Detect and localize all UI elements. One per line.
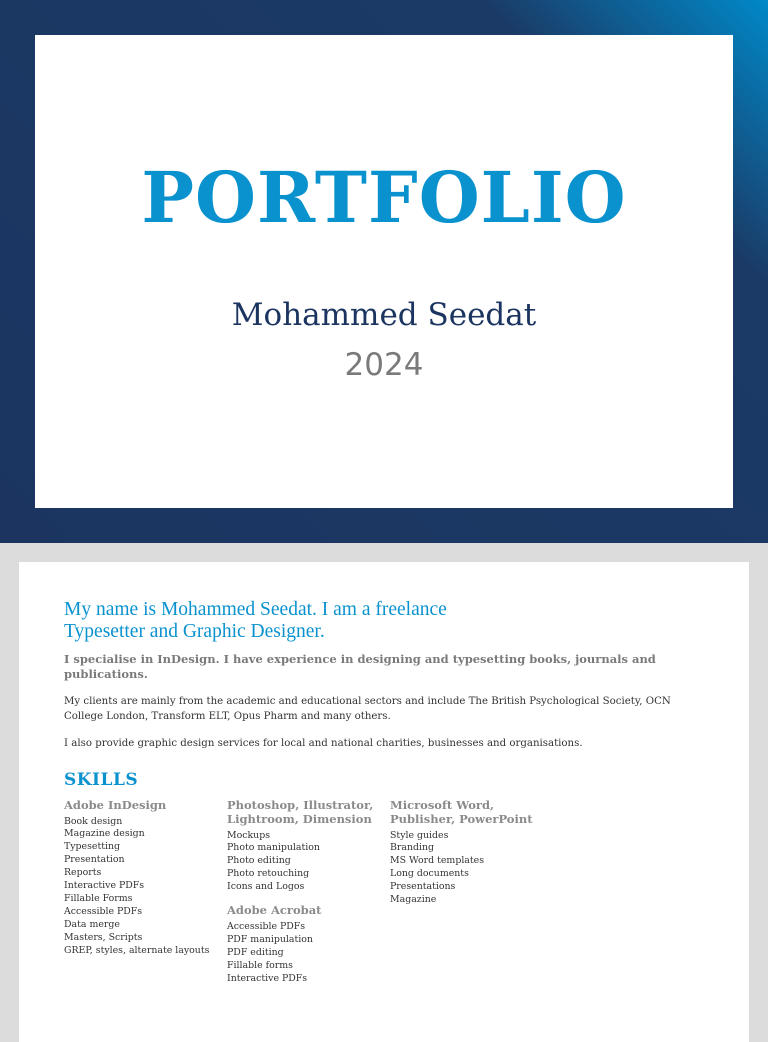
skills-column-adobe-creative xyxy=(227,798,387,986)
portfolio-title: PORTFOLIO xyxy=(141,156,627,239)
skill-item: GREP, styles, alternate layouts xyxy=(64,944,210,956)
about-content xyxy=(64,599,704,998)
lead-text: I specialise in InDesign. I have experience in designing and typesetting books, journals and publications. xyxy=(64,652,656,681)
skills-column-title: Photoshop, Illustrator, Lightroom, Dimension xyxy=(227,797,374,826)
skill-item: Photo retouching xyxy=(227,868,310,880)
services-paragraph: I also provide graphic design services for local and national charities, businesses and organisations. xyxy=(64,738,583,749)
portfolio-year: 2024 xyxy=(344,347,424,383)
skills-list xyxy=(390,830,550,907)
skills-column-title: Microsoft Word, Publisher, PowerPoint xyxy=(390,797,533,826)
skill-item: PDF editing xyxy=(227,946,284,958)
skills-list xyxy=(64,816,224,958)
skill-item: Masters, Scripts xyxy=(64,931,143,943)
skill-item: Style guides xyxy=(390,829,449,841)
cover-card xyxy=(35,35,733,508)
skill-item: Data merge xyxy=(64,918,120,930)
skill-item: Long documents xyxy=(390,868,469,880)
skill-item: Branding xyxy=(390,842,435,854)
skills-list xyxy=(227,830,387,895)
skill-item: Presentation xyxy=(64,854,125,866)
skill-item: MS Word templates xyxy=(390,855,485,867)
skills-column-subtitle: Adobe Acrobat xyxy=(227,903,322,918)
skills-list xyxy=(227,921,387,986)
skills-column-indesign xyxy=(64,798,224,958)
skill-item: Magazine design xyxy=(64,828,145,840)
skill-item: Typesetting xyxy=(64,841,121,853)
skills-column-title: Adobe InDesign xyxy=(64,797,167,812)
skill-item: Fillable Forms xyxy=(64,892,133,904)
author-name: Mohammed Seedat xyxy=(231,297,537,333)
clients-paragraph: My clients are mainly from the academic and educational sectors and include The British Psychological Society, OCN College London, Transform ELT, Opus Pharm and many others. xyxy=(64,696,671,722)
skill-item: Presentations xyxy=(390,881,456,893)
skill-item: Reports xyxy=(64,867,102,879)
skill-item: Accessible PDFs xyxy=(64,905,143,917)
skills-columns xyxy=(64,798,704,998)
intro-text: My name is Mohammed Seedat. I am a freelance Typesetter and Graphic Designer. xyxy=(64,599,447,642)
about-page xyxy=(19,562,749,1042)
skill-item: Fillable forms xyxy=(227,959,293,971)
skills-heading: SKILLS xyxy=(64,769,139,790)
skill-item: Icons and Logos xyxy=(227,881,305,893)
skill-item: Photo editing xyxy=(227,855,291,867)
skill-item: Book design xyxy=(64,815,123,827)
skills-column-microsoft xyxy=(390,798,550,907)
skill-item: Interactive PDFs xyxy=(227,972,308,984)
skill-item: Mockups xyxy=(227,829,271,841)
skill-item: Interactive PDFs xyxy=(64,880,145,892)
skill-item: Accessible PDFs xyxy=(227,921,306,933)
skill-item: PDF manipulation xyxy=(227,933,313,945)
skill-item: Photo manipulation xyxy=(227,842,320,854)
skill-item: Magazine xyxy=(390,894,437,906)
